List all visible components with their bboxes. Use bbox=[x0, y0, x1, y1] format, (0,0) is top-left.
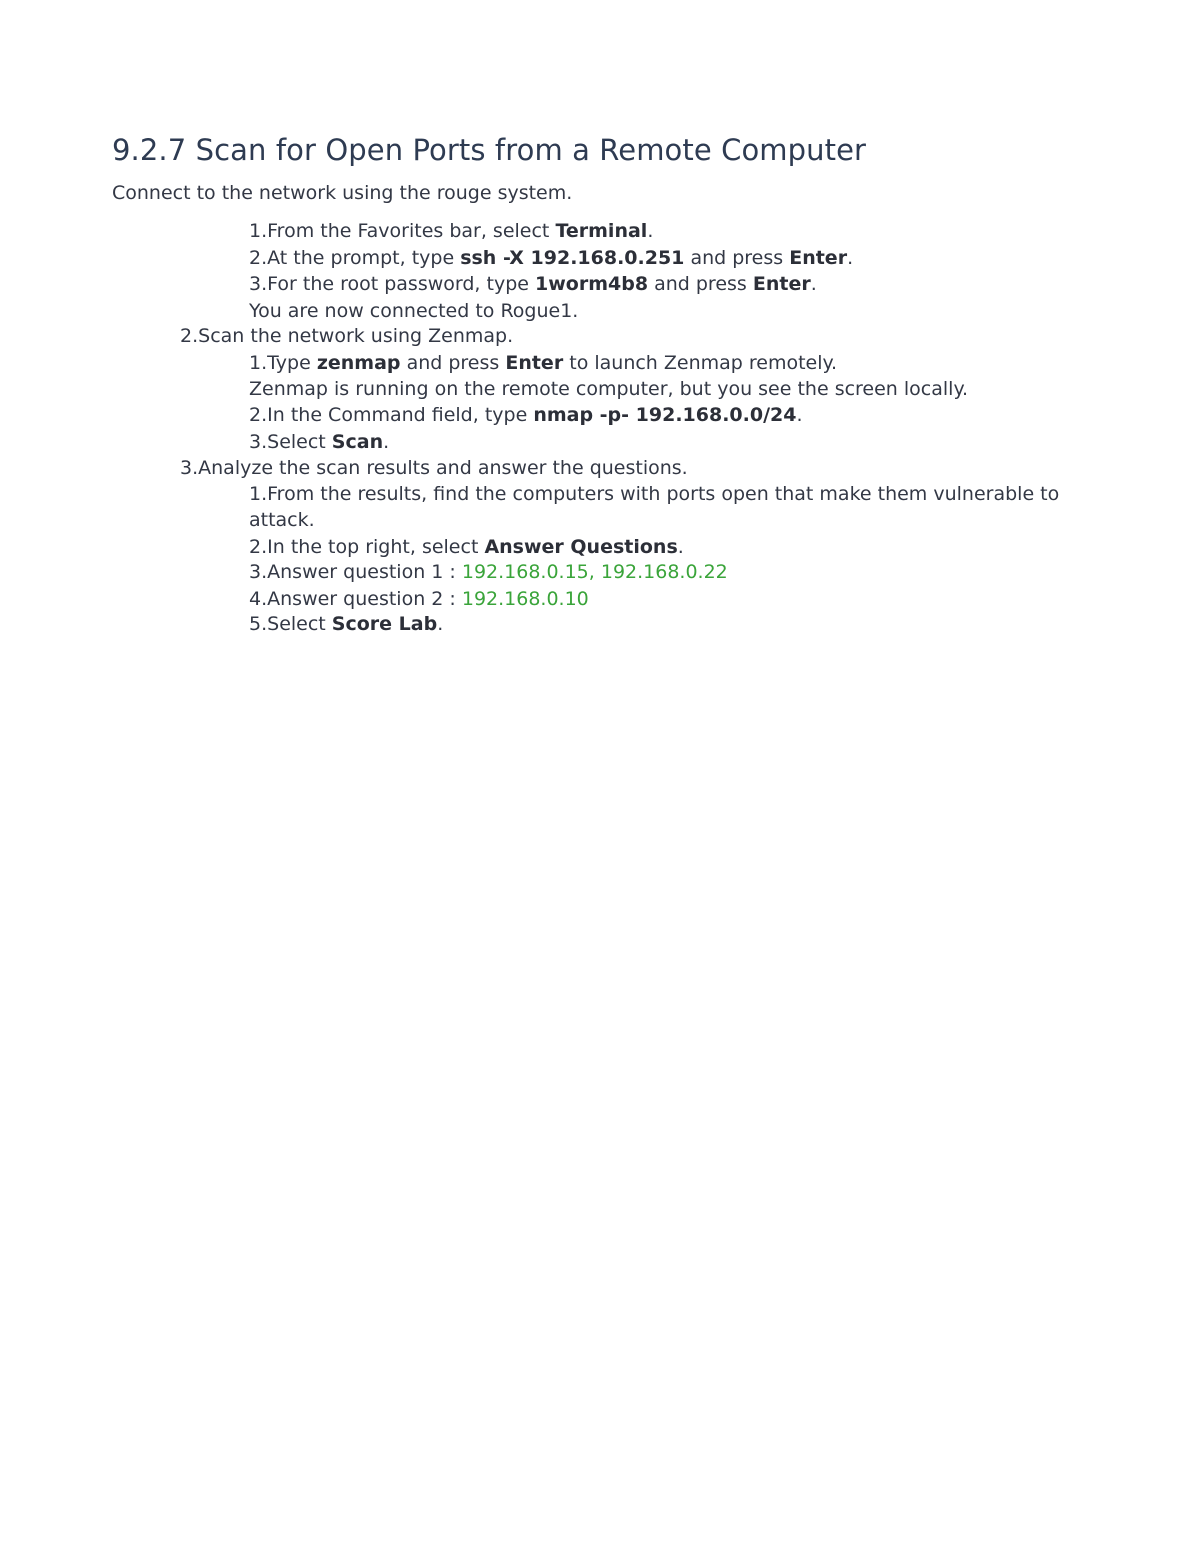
page-title: 9.2.7 Scan for Open Ports from a Remote Computer bbox=[112, 133, 867, 167]
nmap-command: nmap -p- 192.168.0.0/24 bbox=[533, 404, 797, 426]
step3-sub3: 3.Answer question 1 : 192.168.0.15, 192.168.0.22 bbox=[249, 561, 728, 583]
step1-sub2: 2.At the prompt, type ssh -X 192.168.0.251 and press Enter. bbox=[249, 247, 854, 269]
terminal-label: Terminal bbox=[555, 220, 648, 242]
answer-questions-label: Answer Questions bbox=[484, 536, 678, 558]
ssh-command: ssh -X 192.168.0.251 bbox=[460, 247, 685, 269]
zenmap-command: zenmap bbox=[316, 352, 401, 374]
step2-sub1: 1.Type zenmap and press Enter to launch Zenmap remotely. bbox=[249, 352, 838, 374]
score-lab-label: Score Lab bbox=[331, 613, 438, 635]
intro-text: Connect to the network using the rouge system. bbox=[112, 182, 573, 204]
step2-heading: 2.Scan the network using Zenmap. bbox=[180, 325, 514, 347]
step3-sub4: 4.Answer question 2 : 192.168.0.10 bbox=[249, 588, 589, 610]
step3-heading: 3.Analyze the scan results and answer the questions. bbox=[180, 457, 688, 479]
step1-sub3: 3.For the root password, type 1worm4b8 and press Enter. bbox=[249, 273, 817, 295]
step1-sub1: 1.From the Favorites bar, select Terminal. bbox=[249, 220, 654, 242]
enter-key-label: Enter bbox=[505, 352, 564, 374]
step1-note: You are now connected to Rogue1. bbox=[249, 300, 579, 322]
step2-sub2: 2.In the Command field, type nmap -p- 192.168.0.0/24. bbox=[249, 404, 803, 426]
answer-2: 192.168.0.10 bbox=[461, 588, 589, 610]
answer-1: 192.168.0.15, 192.168.0.22 bbox=[461, 561, 728, 583]
step3-sub5: 5.Select Score Lab. bbox=[249, 613, 444, 635]
enter-key-label: Enter bbox=[752, 273, 811, 295]
step2-sub3: 3.Select Scan. bbox=[249, 431, 390, 453]
step3-sub1: 1.From the results, find the computers with ports open that make them vulnerable to attack. bbox=[249, 483, 1060, 531]
step3-sub2: 2.In the top right, select Answer Questions. bbox=[249, 536, 684, 558]
scan-label: Scan bbox=[331, 431, 384, 453]
step2-note: Zenmap is running on the remote computer, but you see the screen locally. bbox=[249, 378, 969, 400]
root-password: 1worm4b8 bbox=[535, 273, 649, 295]
enter-key-label: Enter bbox=[789, 247, 848, 269]
